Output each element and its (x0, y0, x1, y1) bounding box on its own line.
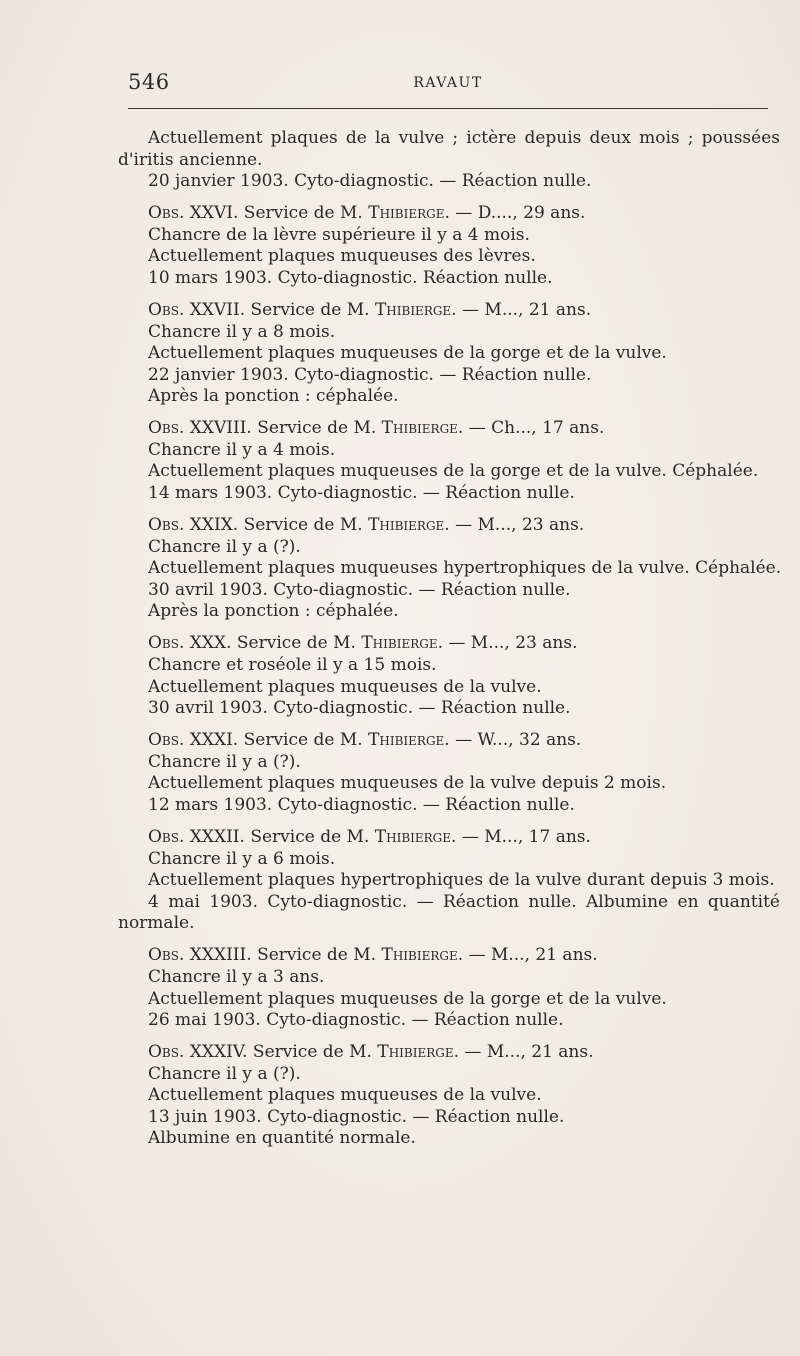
observation-number: Obs. XXXIV. (148, 1042, 248, 1063)
body-text (118, 128, 780, 1160)
text-line: 4 mai 1903. Cyto-diagnostic. — Réaction nulle. Albumine en quantité (148, 891, 780, 912)
page-number: 546 (128, 70, 170, 94)
text-line: Actuellement plaques muqueuses de la gorge et de la vulve. (148, 343, 667, 364)
text-line: Chancre il y a 8 mois. (148, 321, 336, 342)
text-line: Chancre il y a 3 ans. (148, 966, 325, 987)
patient-info: — M..., 23 ans. (455, 515, 585, 536)
text-line: normale. (118, 913, 195, 934)
patient-info: — M..., 21 ans. (468, 945, 598, 966)
physician-name: Thibierge. (377, 1042, 460, 1063)
text-line: 22 janvier 1903. Cyto-diagnostic. — Réaction nulle. (148, 364, 592, 385)
observation-heading (118, 945, 780, 967)
physician-name: Thibierge. (368, 515, 450, 536)
service-prefix: Service de M. (243, 515, 363, 536)
case-entry-intro (118, 128, 780, 193)
text-line: d'iritis ancienne. (118, 149, 263, 170)
page-header (128, 70, 768, 100)
observation-number: Obs. XXVII. (148, 299, 246, 320)
patient-info: — W..., 32 ans. (455, 730, 582, 751)
physician-name: Thibierge. (368, 203, 450, 224)
text-line: Actuellement plaques hypertrophiques de la vulve durant depuis 3 mois. (148, 870, 775, 891)
running-head: RAVAUT (413, 75, 483, 91)
service-prefix: Service de M. (250, 826, 370, 847)
observation-heading (118, 730, 780, 752)
service-prefix: Service de M. (257, 945, 377, 966)
patient-info: — Ch..., 17 ans. (468, 418, 605, 439)
observation-number: Obs. XXVIII. (148, 418, 252, 439)
text-line: Actuellement plaques muqueuses de la vulve. (148, 1085, 542, 1106)
patient-info: — M..., 23 ans. (448, 633, 578, 654)
text-line: Chancre il y a (?). (148, 1063, 301, 1084)
text-line: Après la ponction : céphalée. (148, 386, 399, 407)
observation-heading (118, 633, 780, 655)
patient-info: — M..., 21 ans. (462, 299, 592, 320)
text-line: 26 mai 1903. Cyto-diagnostic. — Réaction nulle. (148, 1010, 564, 1031)
service-prefix: Service de M. (257, 418, 377, 439)
text-line: Actuellement plaques muqueuses de la vulve. (148, 676, 542, 697)
observation-heading (118, 827, 780, 849)
patient-info: — D...., 29 ans. (455, 203, 586, 224)
text-line: Actuellement plaques muqueuses hypertrophiques de la vulve. Céphalée. (148, 558, 782, 579)
physician-name: Thibierge. (368, 730, 450, 751)
observation-xxix (118, 515, 780, 623)
service-prefix: Service de M. (236, 633, 356, 654)
physician-name: Thibierge. (374, 299, 457, 320)
text-line: Chancre il y a (?). (148, 751, 301, 772)
text-line: Actuellement plaques muqueuses de la gorge et de la vulve. Céphalée. (148, 461, 759, 482)
header-rule (128, 108, 768, 109)
text-line: 20 janvier 1903. Cyto-diagnostic. — Réaction nulle. (148, 171, 592, 192)
service-prefix: Service de M. (250, 299, 370, 320)
text-line: Chancre il y a (?). (148, 536, 301, 557)
patient-info: — M..., 17 ans. (461, 826, 591, 847)
service-prefix: Service de M. (243, 730, 363, 751)
observation-number: Obs. XXIX. (148, 515, 239, 536)
text-line: Après la ponction : céphalée. (148, 601, 399, 622)
observation-heading (118, 1042, 780, 1064)
observation-xxvi (118, 203, 780, 289)
text-line: 30 avril 1903. Cyto-diagnostic. — Réaction nulle. (148, 698, 571, 719)
text-line: Actuellement plaques muqueuses des lèvres. (148, 246, 536, 267)
observation-xxx (118, 633, 780, 719)
text-line: Actuellement plaques de la vulve ; ictère depuis deux mois ; poussées (148, 128, 780, 148)
observation-xxxii (118, 827, 780, 935)
physician-name: Thibierge. (381, 945, 464, 966)
physician-name: Thibierge. (381, 418, 464, 439)
observation-heading (118, 418, 780, 440)
patient-info: — M..., 21 ans. (464, 1042, 594, 1063)
observation-heading (118, 515, 780, 537)
observation-heading (118, 300, 780, 322)
text-line: Chancre de la lèvre supérieure il y a 4 mois. (148, 224, 530, 245)
text-line: Chancre il y a 6 mois. (148, 848, 336, 869)
text-line: 13 juin 1903. Cyto-diagnostic. — Réaction nulle. (148, 1106, 565, 1127)
text-line: Actuellement plaques muqueuses de la vulve depuis 2 mois. (148, 773, 667, 794)
physician-name: Thibierge. (361, 633, 443, 654)
service-prefix: Service de M. (252, 1042, 372, 1063)
observation-number: Obs. XXX. (148, 633, 232, 654)
observation-number: Obs. XXVI. (148, 203, 239, 224)
text-line: Actuellement plaques muqueuses de la gorge et de la vulve. (148, 988, 667, 1009)
text-line: Chancre il y a 4 mois. (148, 439, 336, 460)
observation-xxxi (118, 730, 780, 816)
text-line: 14 mars 1903. Cyto-diagnostic. — Réaction nulle. (148, 483, 575, 504)
observation-number: Obs. XXXIII. (148, 945, 252, 966)
text-line: 30 avril 1903. Cyto-diagnostic. — Réaction nulle. (148, 579, 571, 600)
observation-xxxiv (118, 1042, 780, 1150)
text-line: Albumine en quantité normale. (148, 1128, 416, 1149)
text-line: 12 mars 1903. Cyto-diagnostic. — Réaction nulle. (148, 794, 575, 815)
observation-heading (118, 203, 780, 225)
observation-number: Obs. XXXI. (148, 730, 239, 751)
observation-xxviii (118, 418, 780, 504)
observation-xxvii (118, 300, 780, 408)
service-prefix: Service de M. (243, 203, 363, 224)
physician-name: Thibierge. (374, 826, 457, 847)
observation-xxxiii (118, 945, 780, 1031)
text-line: Chancre et roséole il y a 15 mois. (148, 655, 437, 676)
text-line: 10 mars 1903. Cyto-diagnostic. Réaction nulle. (148, 267, 553, 288)
observation-number: Obs. XXXII. (148, 826, 245, 847)
